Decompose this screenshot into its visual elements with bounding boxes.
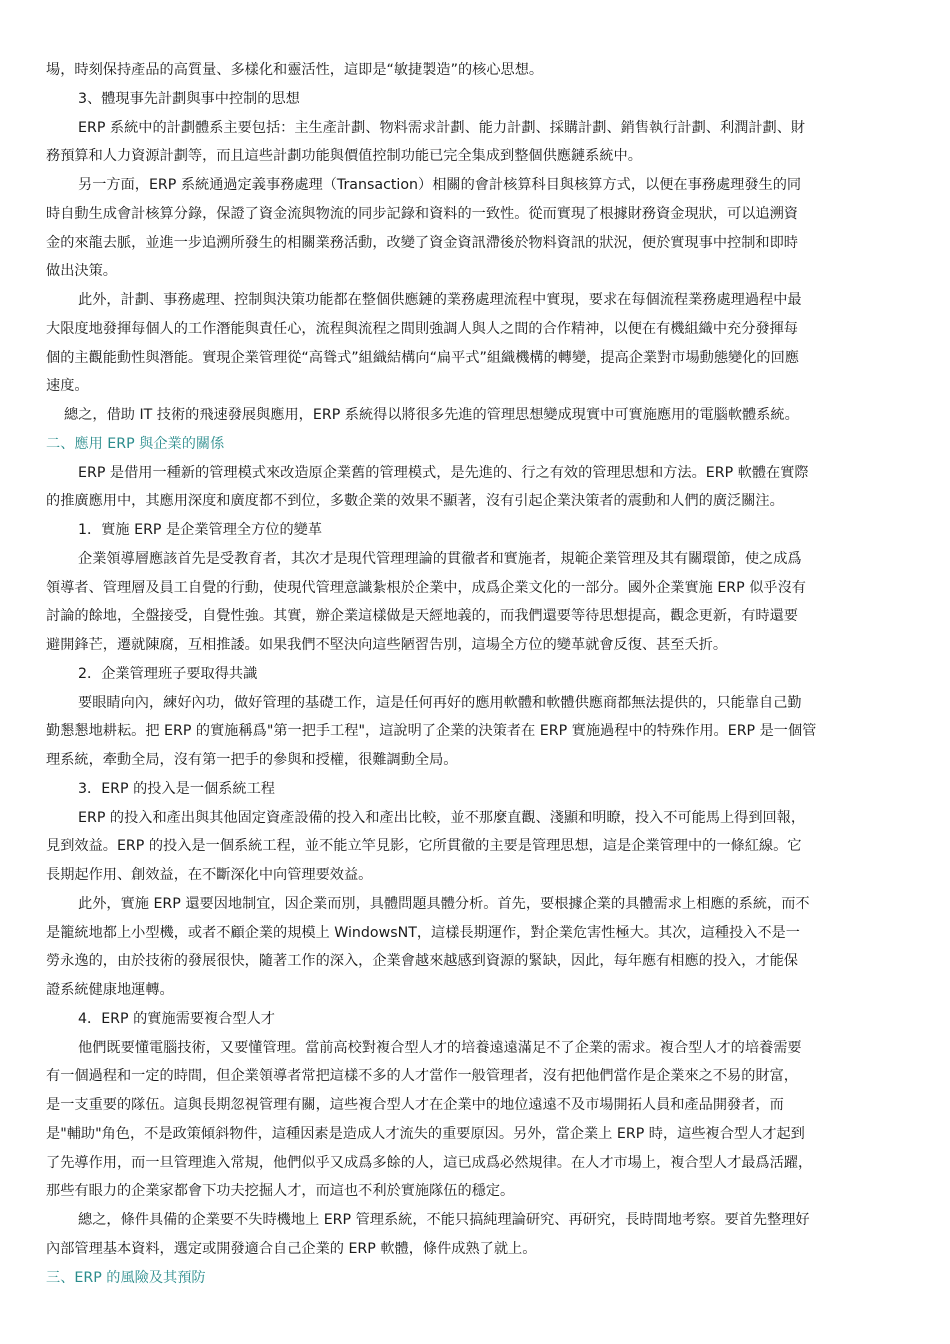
text-line: 是籠統地都上小型機，或者不顧企業的規模上 WindowsNT，這樣長期運作，對企業危害性極大。其次，這種投入不是一 [46, 924, 800, 941]
text-line: 務預算和人力資源計劃等，而且這些計劃功能與價值控制功能已完全集成到整個供應鏈系統中。 [46, 148, 642, 165]
text-line: 另一方面，ERP 系統通過定義事務處理（Transaction）相關的會計核算科目與核算方式，以便在事務處理發生的同 [78, 177, 802, 193]
document-page [46, 56, 906, 1292]
text-line: 討論的餘地，全盤接受，自覺性強。其實，辦企業這樣做是天經地義的，而我們還要等待思想提高，觀念更新，有時還要 [46, 608, 798, 625]
text-line: 金的來龍去脈，並進一步追溯所發生的相關業務活動，改變了資金資訊滯後於物料資訊的狀況，便於實現事中控制和即時 [46, 234, 798, 251]
text-line: 總之，條件具備的企業要不失時機地上 ERP 管理系統，不能只搞純理論研究、再研究，長時間地考察。要首先整理好 [78, 1212, 810, 1228]
text-line: 那些有眼力的企業家都會下功夫挖掘人才，而這也不利於實施隊伍的穩定。 [46, 1183, 515, 1200]
text-line: 總之，借助 IT 技術的飛速發展與應用，ERP 系統得以將很多先進的管理思想變成現實中可實施應用的電腦軟體系統。 [64, 407, 799, 423]
section-heading: 二、應用 ERP 與企業的關係 [46, 435, 225, 452]
text-line: 3、體現事先計劃與事中控制的思想 [78, 90, 300, 107]
text-line: 速度。 [46, 378, 89, 395]
text-line: 要眼睛向內，練好內功，做好管理的基礎工作，這是任何再好的應用軟體和軟體供應商都無法提供的，只能靠自己勤 [78, 694, 802, 711]
text-line: 他們既要懂電腦技術，又要懂管理。當前高校對複合型人才的培養遠遠滿足不了企業的需求。複合型人才的培養需要 [78, 1039, 802, 1056]
text-line: 了先導作用，而一旦管理進入常規，他們似乎又成爲多餘的人，這已成爲必然規律。在人才市場上，複合型人才最爲活躍， [46, 1154, 813, 1171]
text-line: 見到效益。ERP 的投入是一個系統工程，並不能立竿見影，它所貫徹的主要是管理思想，這是企業管理中的一條紅線。它 [46, 838, 802, 855]
text-line: 企業領導層應該首先是受教育者，其次才是現代管理理論的貫徹者和實施者，規範企業管理及其有關環節，使之成爲 [78, 550, 802, 567]
text-line: 3．ERP 的投入是一個系統工程 [78, 780, 275, 797]
text-line: ERP 是借用一種新的管理模式來改造原企業舊的管理模式，是先進的、行之有效的管理思想和方法。ERP 軟體在實際 [78, 464, 809, 481]
text-line: 時自動生成會計核算分錄，保證了資金流與物流的同步記錄和資料的一致性。從而實現了根據財務資金現狀，可以追溯資 [46, 205, 798, 222]
text-line: 避開鋒芒，遷就陳腐，互相推諉。如果我們不堅決向這些陋習告別，這場全方位的變革就會反復、甚至夭折。 [46, 637, 728, 653]
text-line: 個的主觀能動性與潛能。實現企業管理從“高聳式”組織結構向“扁平式”組織機構的轉變，提高企業對市場動態變化的回應 [46, 349, 799, 366]
text-line: 長期起作用、創效益，在不斷深化中向管理要效益。 [46, 867, 373, 883]
text-line: 的推廣應用中，其應用深度和廣度都不到位，多數企業的效果不顯著，沒有引起企業決策者的震動和人們的廣泛關注。 [46, 493, 784, 510]
text-line: 理系統，牽動全局，沒有第一把手的參與和授權，很難調動全局。 [46, 752, 458, 768]
text-line: 有一個過程和一定的時間，但企業領導者常把這樣不多的人才當作一般管理者，沒有把他們當作是企業來之不易的財富， [46, 1068, 798, 1085]
text-line: 此外，計劃、事務處理、控制與決策功能都在整個供應鏈的業務處理流程中實現，要求在每個流程業務處理過程中最 [78, 292, 802, 308]
text-line: 4．ERP 的實施需要複合型人才 [78, 1010, 275, 1027]
text-line: 勞永逸的，由於技術的發展很快，隨著工作的深入，企業會越來越感到資源的緊缺，因此，每年應有相應的投入，才能保 [46, 953, 798, 970]
text-line: 此外，實施 ERP 還要因地制宜，因企業而別，具體問題具體分析。首先，要根據企業的具體需求上相應的系統，而不 [78, 895, 810, 912]
section-heading: 三、ERP 的風險及其預防 [46, 1269, 206, 1286]
text-line: 證系統健康地運轉。 [46, 982, 174, 998]
text-line: ERP 系統中的計劃體系主要包括：主生產計劃、物料需求計劃、能力計劃、採購計劃、銷售執行計劃、利潤計劃、財 [78, 119, 806, 136]
text-line: 1．實施 ERP 是企業管理全方位的變革 [78, 522, 323, 538]
text-line: ERP 的投入和產出與其他固定資產設備的投入和產出比較，並不那麼直觀、淺顯和明瞭，投入不可能馬上得到回報， [78, 809, 806, 826]
text-line: 領導者、管理層及員工自覺的行動，使現代管理意識紮根於企業中，成爲企業文化的一部分。國外企業實施 ERP 似乎沒有 [46, 579, 806, 596]
text-line: 大限度地發揮每個人的工作潛能與責任心，流程與流程之間則強調人與人之間的合作精神，以便在有機組織中充分發揮每 [46, 320, 798, 337]
text-line: 內部管理基本資料，選定或開發適合自己企業的 ERP 軟體，條件成熟了就上。 [46, 1240, 537, 1257]
text-line: 做出決策。 [46, 263, 117, 280]
text-line: 2．企業管理班子要取得共識 [78, 665, 258, 682]
text-line: 是一支重要的隊伍。這與長期忽視管理有關，這些複合型人才在企業中的地位遠遠不及市場開拓人員和產品開發者，而 [46, 1097, 784, 1113]
text-line: 場，時刻保持產品的高質量、多樣化和靈活性，這即是“敏捷製造”的核心思想。 [46, 62, 544, 78]
text-line: 勤懇懇地耕耘。把 ERP 的實施稱爲"第一把手工程"，這說明了企業的決策者在 ERP 實施過程中的特殊作用。ERP 是一個管 [46, 723, 817, 740]
text-line: 是"輔助"角色，不是政策傾斜物件，這種因素是造成人才流失的重要原因。另外，當企業上 ERP 時，這些複合型人才起到 [46, 1125, 805, 1142]
